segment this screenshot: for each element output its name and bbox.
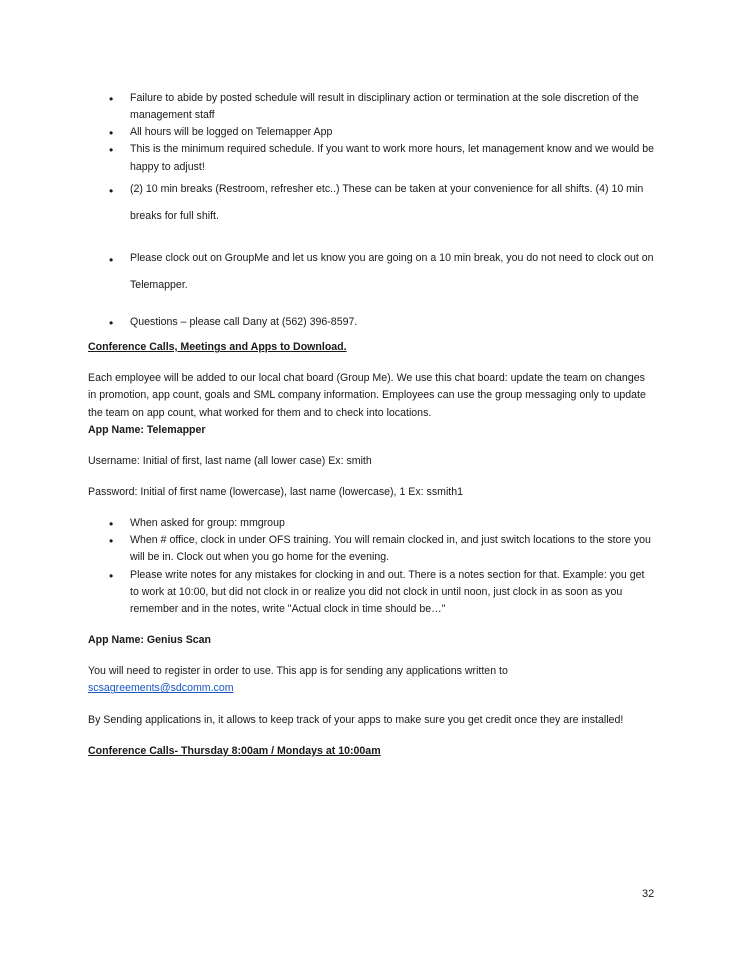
telemapper-bullet-list <box>88 515 656 618</box>
email-link[interactable]: scsagreements@sdcomm.com <box>88 682 234 695</box>
list-item: • Please write notes for any mistakes for clocking in and out. There is a notes section for that. Example: you get to work at 10:00, but did not clock in or realize you did not clock in until noon, just clock in as soon as you remember and in the notes, write "Actual clock in time should be…" <box>88 567 656 618</box>
list-item: • All hours will be logged on Telemapper App <box>88 124 656 141</box>
list-item: • Questions – please call Dany at (562) 396-8597. <box>88 314 656 331</box>
username-instructions: Username: Initial of first, last name (all lower case) Ex: smith <box>88 454 372 467</box>
page-number: 32 <box>642 888 655 900</box>
intro-paragraph: Each employee will be added to our local chat board (Group Me). We use this chat board: update the team on changes in promotion, app count, goals and SML company information. Employees can use the group messaging only to update the team on app count, what worked for them and to check into locations. <box>88 372 646 419</box>
telemapper-app-heading: App Name: Telemapper <box>88 423 206 436</box>
schedule-bullet-list <box>88 90 656 331</box>
page-content <box>88 90 656 760</box>
genius-scan-app-heading: App Name: Genius Scan <box>88 634 212 647</box>
conference-calls-heading: Conference Calls- Thursday 8:00am / Mondays at 10:00am <box>88 744 381 757</box>
password-instructions: Password: Initial of first name (lowercase), last name (lowercase), 1 Ex: ssmith1 <box>88 486 464 498</box>
section-heading: Conference Calls, Meetings and Apps to Download. <box>88 341 347 354</box>
list-item: • This is the minimum required schedule. If you want to work more hours, let management know and we would be happy to adjust! <box>88 141 656 175</box>
list-item: • Please clock out on GroupMe and let us know you are going on a 10 min break, you do not need to clock out on Telemapper. <box>88 245 656 300</box>
list-item: • Failure to abide by posted schedule will result in disciplinary action or termination at the sole discretion of the management staff <box>88 90 656 124</box>
register-instructions <box>88 663 656 697</box>
list-item: • When asked for group: mmgroup <box>88 515 656 532</box>
sending-paragraph: By Sending applications in, it allows to keep track of your apps to make sure you get credit once they are installed! <box>88 713 624 726</box>
list-item: • When # office, clock in under OFS training. You will remain clocked in, and just switch locations to the store you will be in. Clock out when you go home for the evening. <box>88 532 656 566</box>
register-text: You will need to register in order to use. This app is for sending any applications written to <box>88 665 508 678</box>
list-item: • (2) 10 min breaks (Restroom, refresher etc..) These can be taken at your convenience for all shifts. (4) 10 min breaks for full shift. <box>88 176 656 231</box>
